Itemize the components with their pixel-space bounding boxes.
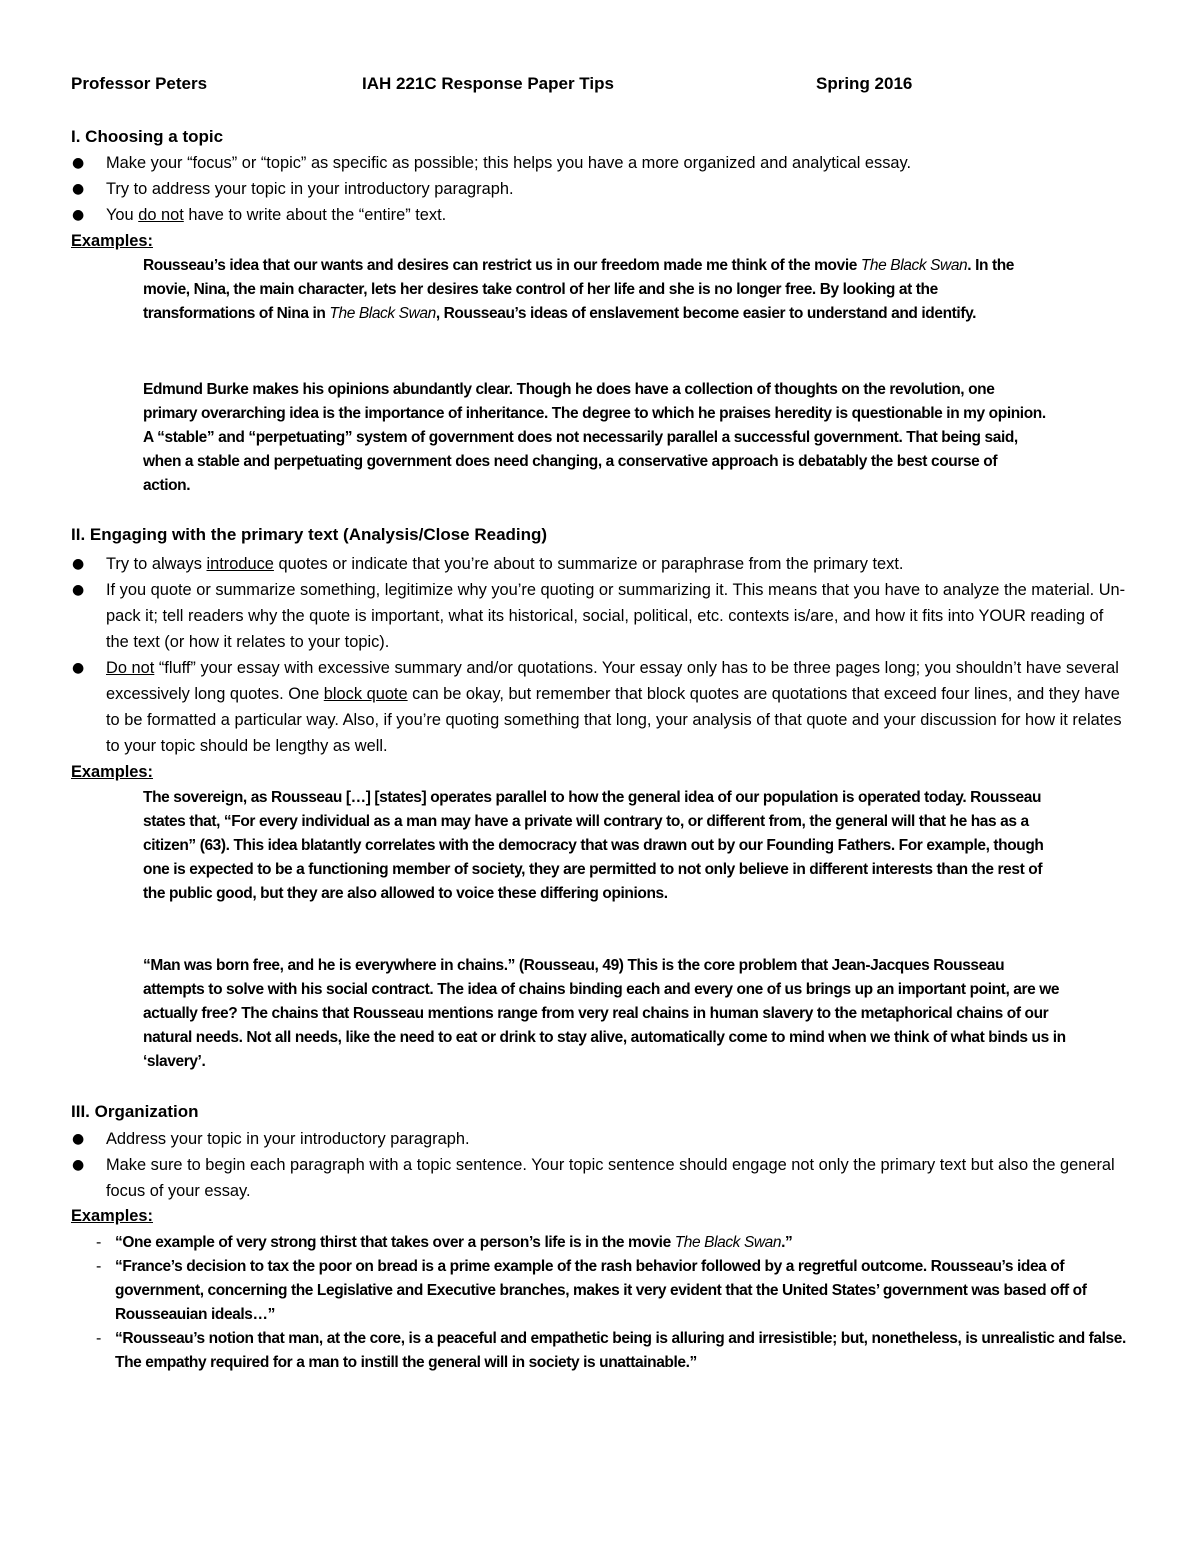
bullet-icon: ● [72, 582, 85, 598]
bullet-icon: ● [72, 1157, 85, 1173]
section-2-example-1: The sovereign, as Rousseau […] [states] operates parallel to how the general idea of our population is operated today. Rousseau states that, “For every individual as a man may have a private will contrary to, or different from, the general will that he has as a citizen” (63). This idea blatantly correlates with the democracy that was drawn out by our Founding Fathers. For example, though one is expected to be a functioning member of society, they are permitted to not only believe in different interests than the rest of the public good, but they are also allowed to voice these differing opinions. [143, 789, 1044, 902]
section-3-bullet-1: Address your topic in your introductory paragraph. [106, 1130, 470, 1148]
section-2-bullet-2: If you quote or summarize something, legitimize why you’re quoting or summarizing it. This means that you have to analyze the material. Un-pack it; tell readers why the quote is important, what its historical, social, political, etc. contexts is/are, and how it fits into YOUR reading of the text (or how it relates to your topic). [106, 581, 1126, 651]
bullet-icon: ● [72, 556, 85, 572]
header-title: IAH 221C Response Paper Tips [362, 74, 614, 93]
section-1-bullet-1: Make your “focus” or “topic” as specific as possible; this helps you have a more organized and analytical essay. [106, 154, 912, 172]
section-2-heading: II. Engaging with the primary text (Analysis/Close Reading) [71, 525, 548, 544]
dash-marker: - [96, 1330, 102, 1347]
section-3-bullet-2: Make sure to begin each paragraph with a topic sentence. Your topic sentence should engage not only the primary text but also the general focus of your essay. [106, 1156, 1115, 1200]
section-3-example-3: “Rousseau’s notion that man, at the core, is a peaceful and empathetic being is alluring and irresistible; but, nonetheless, is unrealistic and false. The empathy required for a man to instill the general will in society is unattainable.” [115, 1330, 1126, 1371]
section-2-example-2: “Man was born free, and he is everywhere in chains.” (Rousseau, 49) This is the core problem that Jean-Jacques Rousseau attempts to solve with his social contract. The idea of chains binding each and every one of us brings up an important point, are we actually free? The chains that Rousseau mentions range from very real chains in human slavery to the metaphorical chains of our natural needs. Not all needs, like the need to eat or drink to stay alive, automatically come to mind when we think of what binds us in ‘slavery’. [143, 957, 1066, 1070]
section-3-example-1: “One example of very strong thirst that takes over a person’s life is in the movie The Black Swan.” [115, 1234, 793, 1251]
section-3-examples-label: Examples: [71, 1207, 153, 1225]
section-1-heading: I. Choosing a topic [71, 127, 224, 146]
section-3-example-2: “France’s decision to tax the poor on bread is a prime example of the rash behavior followed by a regretful outcome. Rousseau’s idea of government, concerning the Legislative and Executive branches, makes it very evident that the United States’ government was based off of Rousseauian ideals…” [115, 1258, 1087, 1323]
header-term: Spring 2016 [816, 74, 913, 93]
bullet-icon: ● [72, 660, 85, 676]
bullet-icon: ● [72, 181, 85, 197]
section-2-bullet-3: Do not “fluff” your essay with excessive summary and/or quotations. Your essay only has to be three pages long; you shouldn’t have several excessively long quotes. One block quote can be okay, but remember that block quotes are quotations that exceed four lines, and they have to be formatted a particular way. Also, if you’re quoting something that long, your analysis of that quote and your discussion for how it relates to your topic should be lengthy as well. [106, 659, 1122, 755]
section-1-bullet-2: Try to address your topic in your introductory paragraph. [106, 180, 514, 198]
header-instructor: Professor Peters [71, 74, 208, 93]
section-2-bullet-1: Try to always introduce quotes or indicate that you’re about to summarize or paraphrase from the primary text. [106, 555, 904, 573]
section-2-examples-label: Examples: [71, 763, 153, 781]
bullet-icon: ● [72, 155, 85, 171]
section-1-example-1: Rousseau’s idea that our wants and desires can restrict us in our freedom made me think of the movie The Black Swan. In the movie, Nina, the main character, lets her desires take control of her life and she is no longer free. By looking at the transformations of Nina in The Black Swan, Rousseau’s ideas of enslavement become easier to understand and identify. [143, 257, 1015, 322]
bullet-icon: ● [72, 1131, 85, 1147]
dash-marker: - [96, 1258, 102, 1275]
section-1-bullet-3: You do not have to write about the “entire” text. [106, 206, 447, 224]
section-1-examples-label: Examples: [71, 232, 153, 250]
section-3-heading: III. Organization [71, 1102, 199, 1121]
dash-marker: - [96, 1234, 102, 1251]
bullet-icon: ● [72, 207, 85, 223]
section-1-example-2: Edmund Burke makes his opinions abundantly clear. Though he does have a collection of thoughts on the revolution, one primary overarching idea is the importance of inheritance. The degree to which he praises heredity is questionable in my opinion. A “stable” and “perpetuating” system of government does not necessarily parallel a successful government. That being said, when a stable and perpetuating government does need changing, a conservative approach is debatably the best course of action. [143, 381, 1046, 494]
